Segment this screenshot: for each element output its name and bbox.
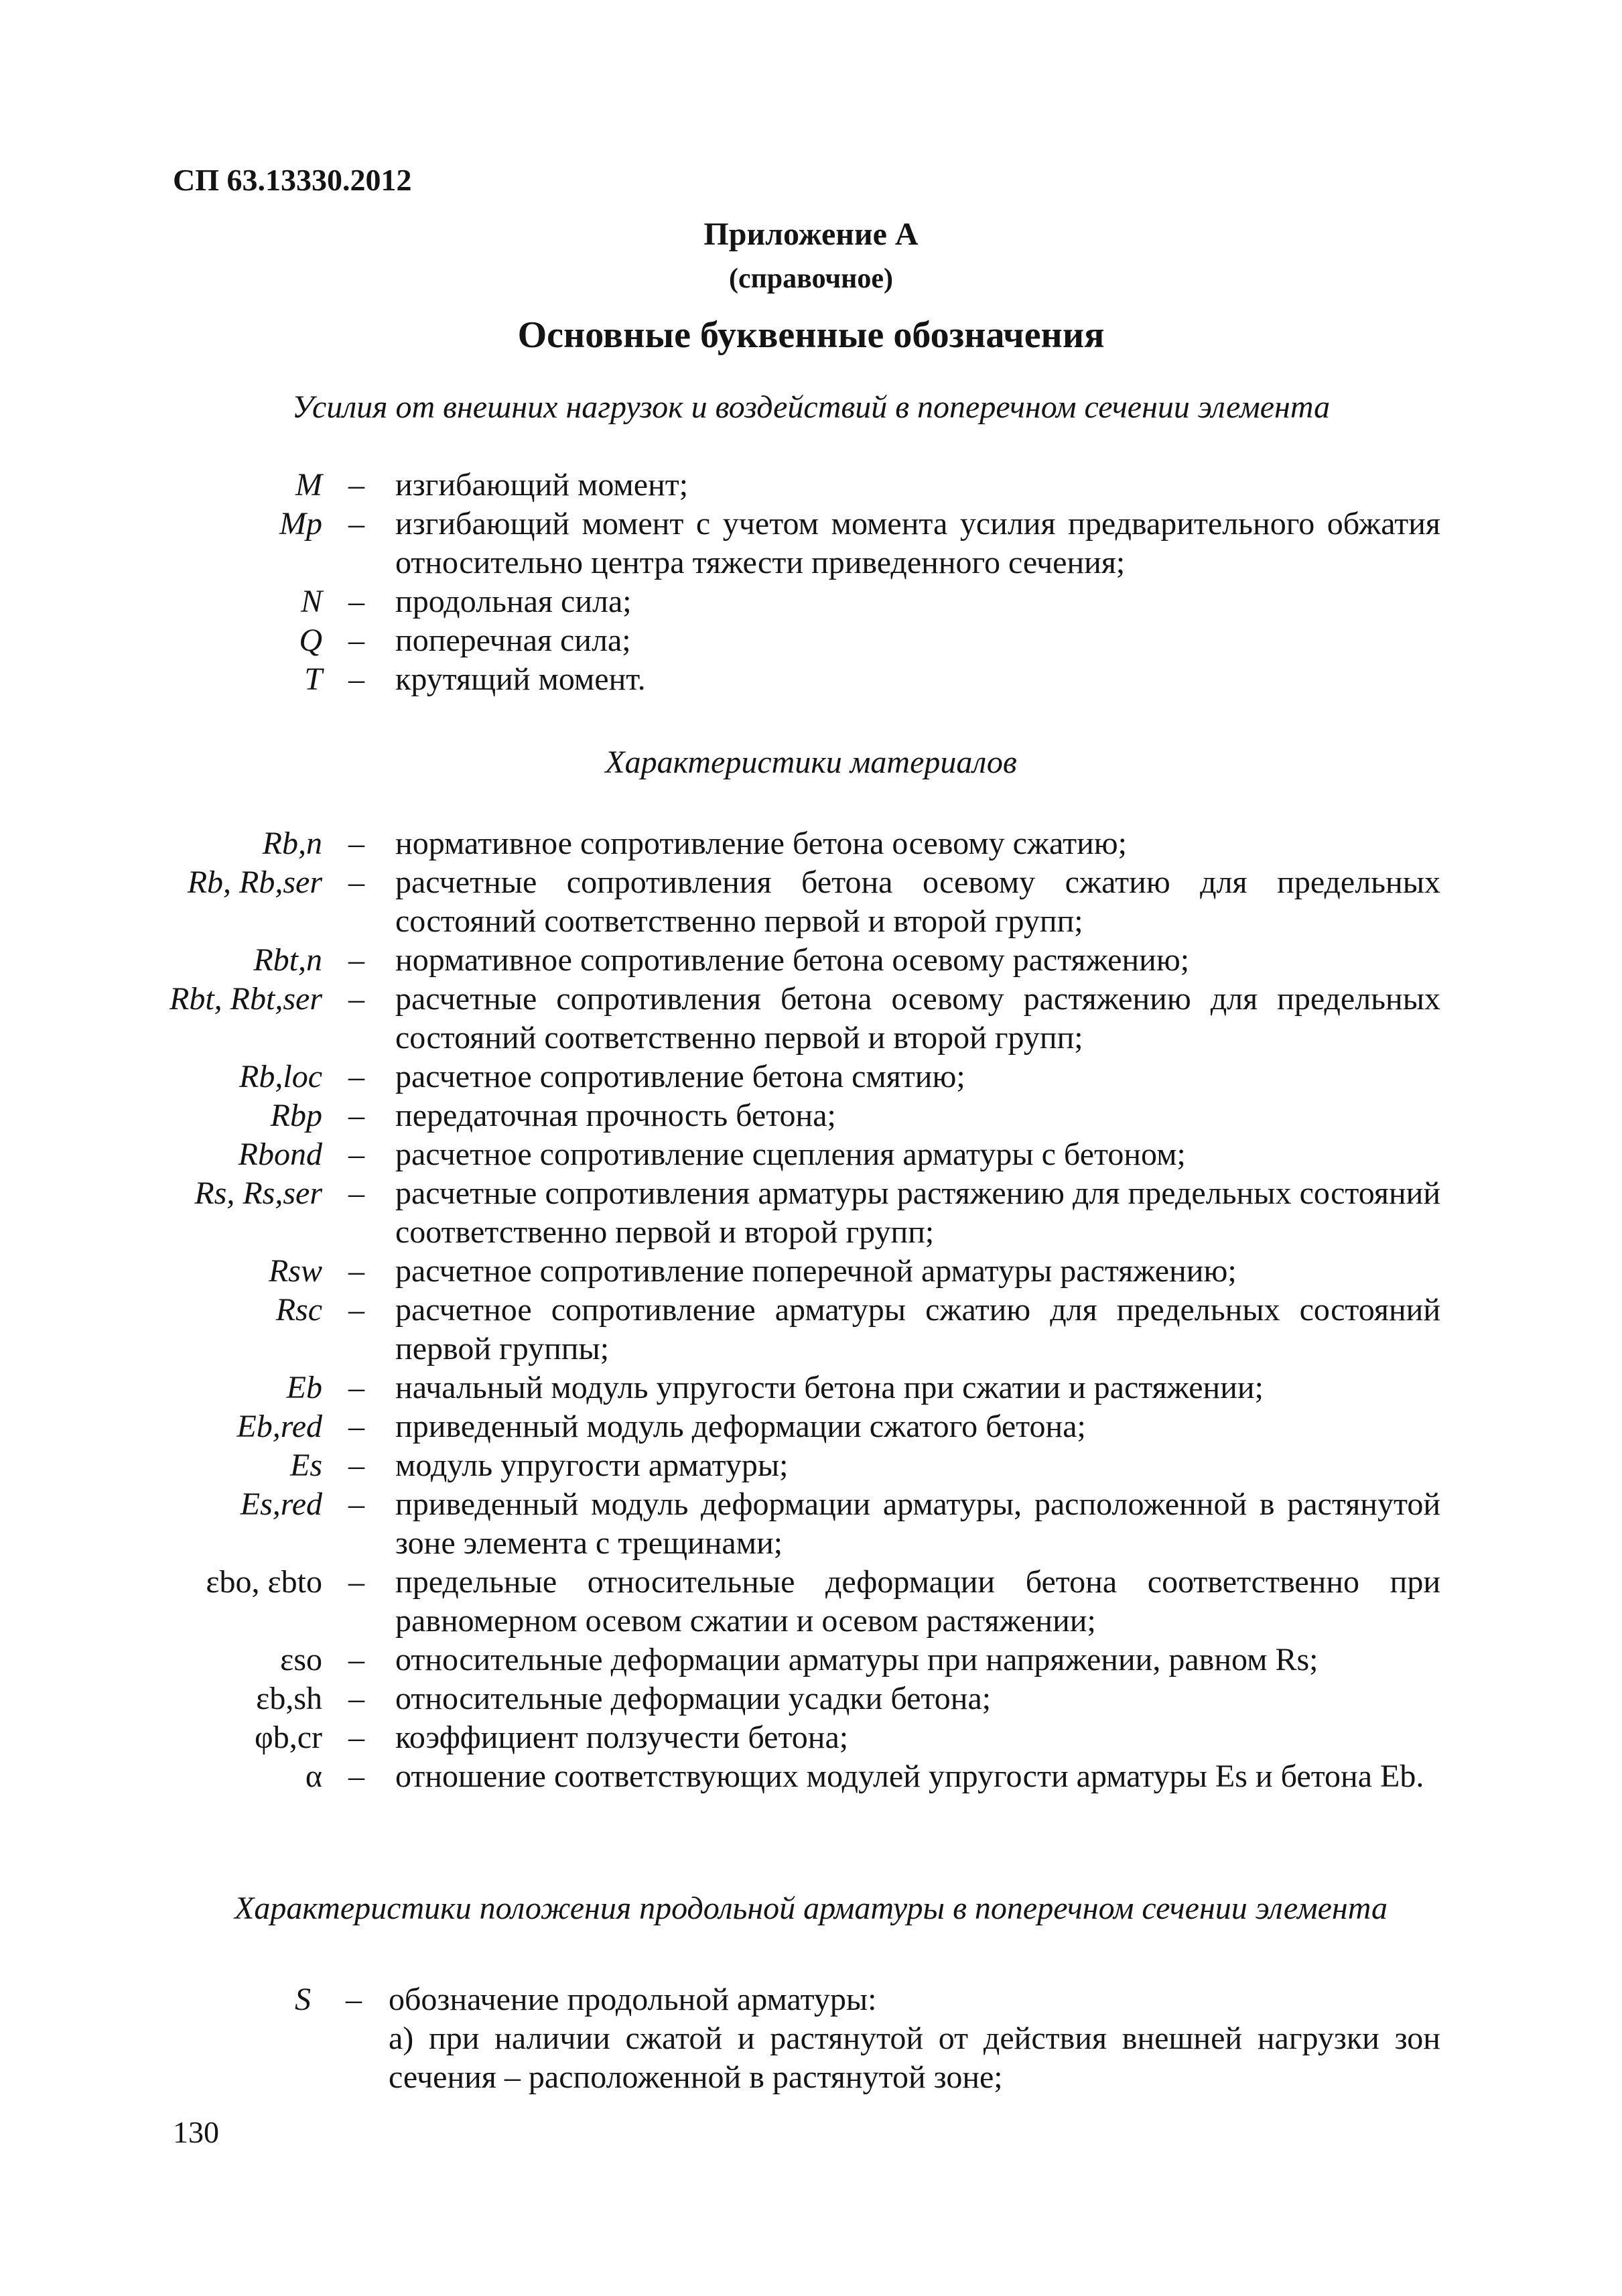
symbol: N — [300, 584, 322, 619]
appendix-subtitle: (справочное) — [728, 263, 893, 294]
description: начальный модуль упругости бетона при сжатии и растяжении; — [395, 1370, 1264, 1405]
symbol: Rbp — [270, 1098, 322, 1133]
dash: – — [348, 1720, 364, 1755]
dash: – — [348, 826, 364, 861]
description: расчетные сопротивления бетона осевому сжатию для предельных состояний соответственно первой и второй групп; — [395, 865, 1440, 939]
dash: – — [348, 1137, 364, 1172]
symbol: α — [305, 1759, 322, 1794]
dash: – — [348, 1409, 364, 1444]
description: приведенный модуль деформации сжатого бетона; — [395, 1409, 1086, 1444]
dash: – — [348, 1059, 364, 1094]
dash: – — [348, 467, 364, 503]
symbol: Rb,n — [262, 826, 322, 861]
symbol: Rb, Rb,ser — [187, 865, 322, 900]
dash: – — [348, 1098, 364, 1133]
dash: – — [348, 1448, 364, 1483]
dash: – — [348, 506, 364, 541]
dash: – — [348, 661, 364, 697]
description: изгибающий момент; — [395, 467, 689, 503]
section-heading-forces: Усилия от внешних нагрузок и воздействий в поперечном сечении элемента — [291, 389, 1331, 425]
dash: – — [348, 584, 364, 619]
dash: – — [348, 1292, 364, 1328]
dash: – — [348, 1175, 364, 1211]
description: продольная сила; — [395, 584, 632, 619]
symbol: Rs, Rs,ser — [194, 1175, 322, 1211]
symbol: εso — [280, 1642, 322, 1677]
symbol: Rsw — [268, 1253, 322, 1289]
description: крутящий момент. — [395, 661, 646, 697]
description: расчетные сопротивления арматуры растяжению для предельных состояний соответственно первой и второй групп; — [395, 1175, 1440, 1250]
symbol: Q — [299, 623, 322, 658]
description: модуль упругости арматуры; — [395, 1448, 789, 1483]
appendix-title: Приложение А — [703, 216, 919, 252]
description: предельные относительные деформации бетона соответственно при равномерном осевом сжатии и осевом растяжении; — [395, 1564, 1440, 1639]
dash: – — [348, 981, 364, 1017]
symbol: M — [295, 467, 322, 503]
page-title: Основные буквенные обозначения — [517, 314, 1105, 356]
description: коэффициент ползучести бетона; — [395, 1720, 849, 1755]
symbol: Rsc — [275, 1292, 322, 1328]
description: расчетное сопротивление бетона смятию; — [395, 1059, 965, 1094]
symbol: Rbt, Rbt,ser — [170, 981, 322, 1017]
description: расчетное сопротивление арматуры сжатию для предельных состояний первой группы; — [395, 1292, 1440, 1366]
symbol: Rbt,n — [253, 942, 322, 978]
dash: – — [348, 1564, 364, 1600]
page-number: 130 — [173, 2115, 219, 2149]
description: расчетные сопротивления бетона осевому растяжению для предельных состояний соответственно первой и второй групп; — [395, 981, 1440, 1056]
description-subitem: а) при наличии сжатой и растянутой от действия внешней нагрузки зон сечения – расположенной в растянутой зоне; — [389, 2021, 1440, 2095]
description: расчетное сопротивление поперечной арматуры растяжению; — [395, 1253, 1237, 1289]
symbol: Mp — [279, 506, 322, 541]
description: расчетное сопротивление сцепления арматуры с бетоном; — [395, 1137, 1186, 1172]
symbol: Rbond — [238, 1137, 322, 1172]
description: относительные деформации усадки бетона; — [395, 1681, 992, 1716]
symbol: Eb,red — [236, 1409, 322, 1444]
symbol: T — [304, 661, 322, 697]
dash: – — [348, 1486, 364, 1522]
symbol: Eb — [286, 1370, 322, 1405]
symbol: φb,cr — [255, 1720, 322, 1755]
dash: – — [348, 1370, 364, 1405]
symbol: εbo, εbto — [206, 1564, 322, 1600]
description: поперечная сила; — [395, 623, 631, 658]
description: отношение соответствующих модулей упругости арматуры Es и бетона Eb. — [395, 1759, 1424, 1794]
description: обозначение продольной арматуры: — [389, 1982, 877, 2017]
dash: – — [348, 1642, 364, 1677]
dash: – — [346, 1982, 362, 2017]
dash: – — [348, 942, 364, 978]
dash: – — [348, 1253, 364, 1289]
symbol: Es,red — [240, 1486, 322, 1522]
dash: – — [348, 623, 364, 658]
symbol: εb,sh — [256, 1681, 322, 1716]
description: изгибающий момент с учетом момента усилия предварительного обжатия относительно центра тяжести приведенного сечения; — [395, 506, 1440, 580]
description: приведенный модуль деформации арматуры, расположенной в растянутой зоне элемента с трещинами; — [395, 1486, 1440, 1561]
symbol: Rb,loc — [239, 1059, 322, 1094]
symbol: S — [295, 1982, 311, 2017]
document-code: СП 63.13330.2012 — [173, 163, 412, 197]
section-heading-reinforcement-position: Характеристики положения продольной арматуры в поперечном сечении элемента — [234, 1891, 1388, 1926]
symbol: Es — [290, 1448, 322, 1483]
description: относительные деформации арматуры при напряжении, равном Rs; — [395, 1642, 1319, 1677]
description: передаточная прочность бетона; — [395, 1098, 836, 1133]
description: нормативное сопротивление бетона осевому сжатию; — [395, 826, 1127, 861]
dash: – — [348, 1681, 364, 1716]
dash: – — [348, 865, 364, 900]
description: нормативное сопротивление бетона осевому растяжению; — [395, 942, 1190, 978]
section-heading-materials: Характеристики материалов — [605, 745, 1017, 780]
dash: – — [348, 1759, 364, 1794]
